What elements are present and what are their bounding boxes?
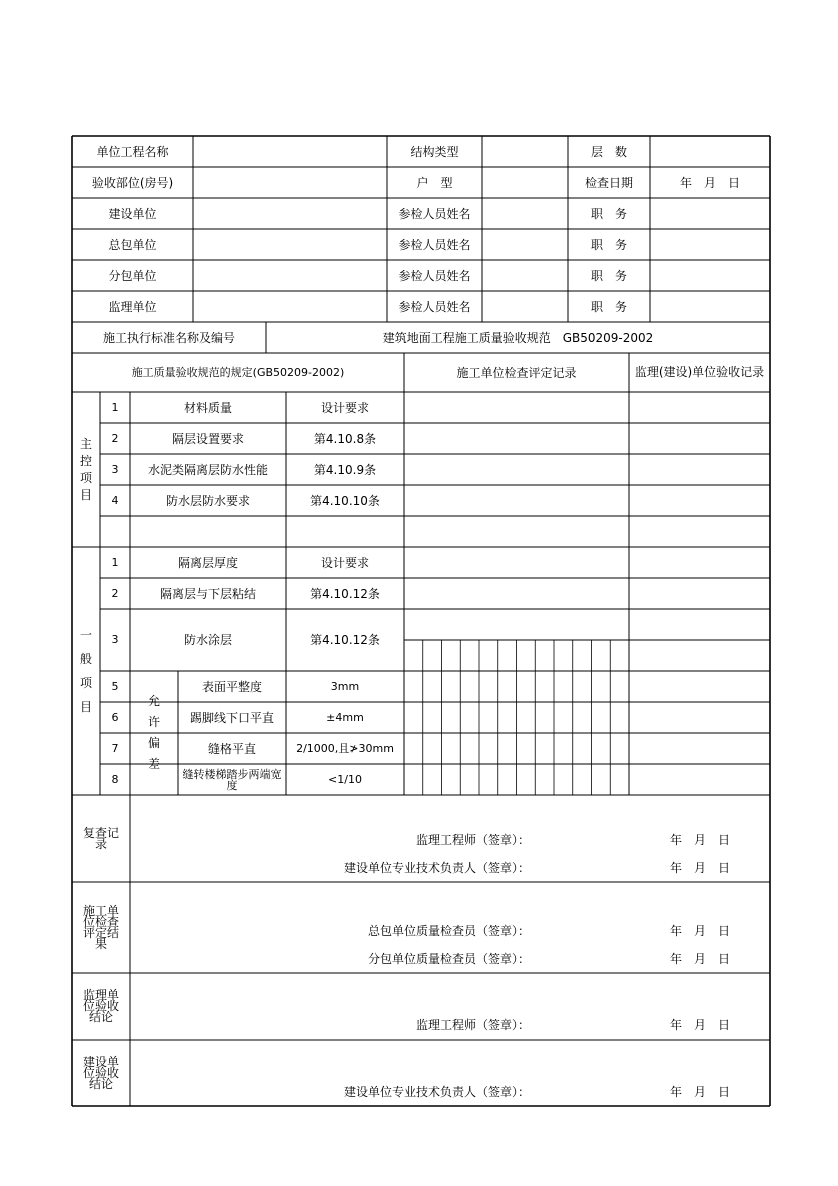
header-label: 监理单位 — [108, 299, 157, 314]
item-requirement: 第4.10.12条 — [310, 633, 380, 647]
tolerance-label — [130, 671, 178, 795]
header-label: 参检人员姓名 — [398, 299, 471, 314]
item-number: 7 — [111, 741, 119, 755]
header-value — [193, 198, 387, 229]
header-value — [193, 291, 387, 322]
header-value — [482, 260, 568, 291]
signature-role: 建设单位专业技术负责人（签章）： — [343, 861, 530, 875]
main-items-label-char: 项 — [79, 470, 92, 485]
general-items-label-char: 一 — [79, 628, 92, 642]
tolerance-label-char: 差 — [147, 757, 160, 771]
item-requirement: 设计要求 — [320, 555, 369, 570]
item-number: 1 — [111, 400, 119, 414]
item-name: 缝转楼梯踏步两端宽度 — [182, 767, 282, 792]
item-number: 2 — [111, 431, 119, 445]
main-items-label-char: 控 — [79, 453, 92, 468]
item-number: 3 — [111, 462, 119, 476]
standard-value: 建筑地面工程施工质量验收规范 GB50209-2002 — [382, 330, 654, 345]
header-value — [482, 198, 568, 229]
header-label: 检查日期 — [584, 175, 633, 190]
header-label: 单位工程名称 — [96, 144, 169, 159]
header-value — [650, 229, 770, 260]
header-value — [482, 167, 568, 198]
item-number: 1 — [111, 555, 119, 569]
signature-role: 建设单位专业技术负责人（签章）： — [343, 1085, 530, 1099]
header-label: 分包单位 — [108, 268, 157, 283]
item-number: 8 — [111, 772, 119, 786]
header-value — [482, 229, 568, 260]
item-name: 踢脚线下口平直 — [189, 710, 274, 725]
sign-section-label: 复查记录 — [82, 825, 119, 851]
item-requirement: 设计要求 — [320, 400, 369, 415]
header-value — [482, 136, 568, 167]
header-value — [193, 136, 387, 167]
signature-date: 年 月 日 — [669, 833, 730, 847]
item-number: 2 — [111, 586, 119, 600]
item-number: 3 — [111, 633, 119, 646]
signature-role: 监理工程师（签章）： — [415, 1018, 530, 1032]
header-label: 结构类型 — [410, 144, 459, 159]
item-name: 防水层防水要求 — [165, 493, 250, 508]
item-name: 水泥类隔离层防水性能 — [147, 462, 268, 477]
item-name: 隔层设置要求 — [171, 431, 244, 446]
header-label: 职 务 — [590, 237, 627, 252]
header-value — [650, 291, 770, 322]
signature-role: 总包单位质量检查员（签章）： — [367, 924, 530, 938]
header-value — [650, 136, 770, 167]
item-requirement: <1/10 — [328, 772, 362, 786]
general-items-label-char: 项 — [79, 676, 92, 690]
contractor-header: 施工单位检查评定记录 — [456, 365, 577, 380]
item-requirement: 第4.10.9条 — [313, 462, 377, 477]
item-name: 表面平整度 — [201, 679, 262, 694]
header-value — [193, 260, 387, 291]
item-requirement: 第4.10.12条 — [310, 586, 380, 601]
item-number: 4 — [111, 493, 119, 507]
header-value — [650, 198, 770, 229]
item-number: 5 — [111, 679, 119, 693]
general-items-label-char: 目 — [79, 700, 92, 714]
item-requirement: 2/1000,且≯30mm — [296, 741, 394, 755]
header-label: 总包单位 — [108, 237, 157, 252]
item-name: 隔离层厚度 — [177, 555, 238, 570]
main-items-label-char: 主 — [79, 436, 92, 451]
general-items-label — [72, 547, 100, 795]
item-name: 隔离层与下层粘结 — [159, 586, 256, 601]
header-value — [482, 291, 568, 322]
main-items-label-char: 目 — [79, 487, 92, 502]
header-label: 户 型 — [416, 175, 453, 190]
sign-section-label: 监理单位验收结论 — [82, 988, 119, 1024]
header-label: 参检人员姓名 — [398, 268, 471, 283]
standard-label: 施工执行标准名称及编号 — [102, 330, 235, 345]
general-items-label-char: 般 — [79, 652, 92, 666]
item-requirement: 3mm — [330, 679, 360, 693]
header-label: 验收部位(房号) — [91, 175, 174, 190]
header-value — [650, 260, 770, 291]
header-label: 建设单位 — [108, 206, 157, 221]
item-name: 材料质量 — [183, 400, 232, 415]
header-label: 职 务 — [590, 268, 627, 283]
item-requirement: 第4.10.10条 — [310, 493, 380, 508]
header-label: 参检人员姓名 — [398, 206, 471, 221]
tolerance-label-char: 许 — [147, 715, 160, 729]
header-label: 参检人员姓名 — [398, 237, 471, 252]
signature-date: 年 月 日 — [669, 952, 730, 966]
sign-section-label: 建设单位验收结论 — [82, 1054, 119, 1091]
signature-date: 年 月 日 — [669, 861, 730, 875]
header-label: 职 务 — [590, 299, 627, 314]
header-value — [193, 229, 387, 260]
spec-header: 施工质量验收规范的规定(GB50209-2002) — [131, 365, 345, 379]
item-name: 防水涂层 — [183, 633, 232, 647]
signature-role: 分包单位质量检查员（签章）： — [367, 952, 530, 966]
signature-role: 监理工程师（签章）： — [415, 833, 530, 847]
tolerance-label-char: 允 — [147, 694, 160, 708]
tolerance-label-char: 偏 — [147, 736, 160, 750]
item-name: 缝格平直 — [207, 741, 256, 756]
header-label: 层 数 — [590, 144, 627, 159]
header-value: 年 月 日 — [679, 175, 740, 190]
sign-section-label: 施工单位检查评定结果 — [82, 903, 119, 951]
header-value — [193, 167, 387, 198]
signature-date: 年 月 日 — [669, 1085, 730, 1099]
item-requirement: 第4.10.8条 — [313, 431, 377, 446]
main-items-label — [72, 392, 100, 547]
signature-date: 年 月 日 — [669, 1018, 730, 1032]
item-requirement: ±4mm — [326, 710, 364, 724]
supervisor-header: 监理(建设)单位验收记录 — [634, 365, 765, 379]
item-number: 6 — [111, 710, 119, 724]
header-label: 职 务 — [590, 206, 627, 221]
signature-date: 年 月 日 — [669, 924, 730, 938]
